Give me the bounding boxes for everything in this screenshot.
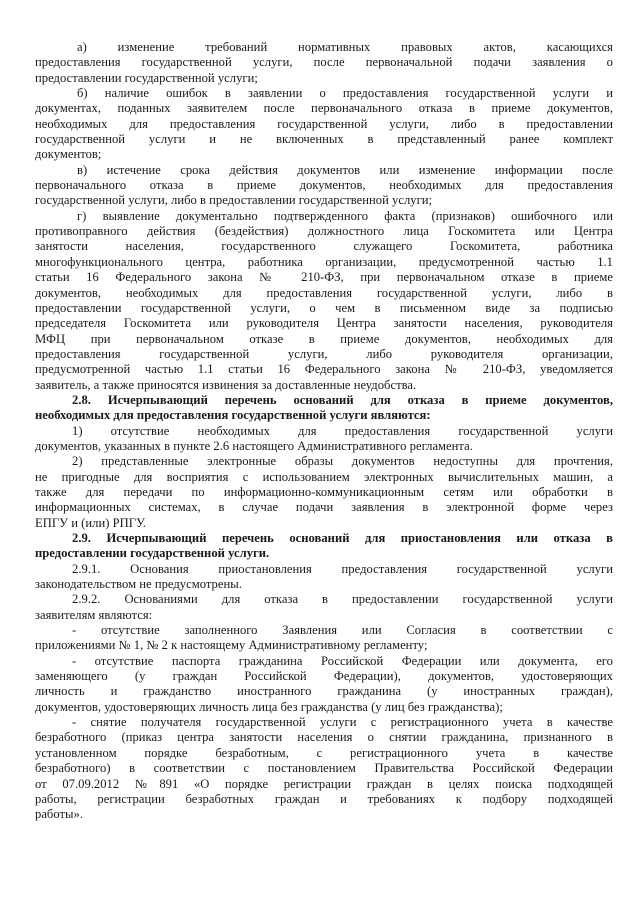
text-line: государственной услуги и не включенных в представленный ранее комплект: [35, 132, 613, 147]
text-line: первоначального отказа в приеме документов, необходимых для предоставления: [35, 178, 613, 193]
text-line: информационных системах, в случае подачи заявления в электронной форме через: [35, 500, 613, 515]
text-line: безработного) в соответствии с постановлением Правительства Российской Федерации: [35, 761, 613, 776]
text-line: а) изменение требований нормативных правовых актов, касающихся: [77, 40, 613, 54]
text-line: 2.9.2. Основаниями для отказа в предоставлении государственной услуги: [72, 592, 613, 607]
text-line: предоставлении государственной услуги;: [35, 70, 258, 85]
text-line: документах, поданных заявителем после первоначального отказа в приеме документов,: [35, 101, 613, 116]
text-line: многофункционального центра, работника организации, предусмотренной частью 1.1: [35, 254, 613, 269]
text-line: работы, регистрации безработных граждан и требованиях к подбору подходящей: [35, 791, 613, 806]
text-line: также для передачи по информационно-коммуникационным сетям или обработки в: [35, 484, 613, 499]
text-line: предоставления государственной услуги, после первоначальной подачи заявления о: [35, 55, 613, 70]
text-line: 2.9.1. Основания приостановления предоставления государственной услуги: [72, 561, 613, 576]
text-line: 2.9. Исчерпывающий перечень оснований для приостановления или отказа в: [72, 531, 613, 545]
text-line: установленном порядке безработным, с регистрационного учета в качестве: [35, 745, 613, 760]
text-line: статьи 16 Федерального закона № 210-ФЗ, при первоначальном отказе в приеме: [35, 270, 613, 285]
text-line: от 07.09.2012 №891 «О порядке регистрации граждан в целях поиска подходящей: [35, 776, 613, 791]
text-line: безработного (приказ центра занятости населения о снятии гражданина, признанного в: [35, 730, 613, 745]
text-line: МФЦ при первоначальном отказе в приеме документов, необходимых для: [35, 331, 613, 346]
text-line: документов, необходимых для предоставления государственной услуги, либо в: [35, 285, 613, 300]
text-line: необходимых для предоставления государственной услуги, либо в предоставлении: [35, 116, 613, 131]
text-line: государственной услуги, либо в предоставлении государственной услуги;: [35, 193, 433, 208]
text-line: документов;: [35, 147, 102, 162]
text-line: работы».: [35, 807, 83, 822]
text-line: не пригодные для восприятия с использованием электронных вычислительных машин, а: [35, 469, 613, 484]
text-line: б) наличие ошибок в заявлении о предоставления государственной услуги и: [77, 86, 613, 101]
text-line: 1) отсутствие необходимых для предоставления государственной услуги: [72, 423, 613, 438]
text-line: в) истечение срока действия документов или изменение информации после: [77, 162, 613, 177]
text-line: необходимых для предоставления государственной услуги являются:: [35, 408, 431, 423]
text-line: ЕПГУ и (или) РПГУ.: [35, 515, 147, 530]
text-line: - снятие получателя государственной услуги с регистрационного учета в качестве: [72, 715, 613, 730]
text-line: - отсутствие паспорта гражданина Российской Федерации или документа, его: [72, 653, 613, 668]
text-line: приложениями № 1, № 2 к настоящему Административному регламенту;: [35, 638, 428, 653]
text-line: предоставлении государственной услуги, о чем в письменном виде за подписью: [35, 300, 613, 315]
text-line: личность и гражданство иностранного гражданина (у иностранных граждан),: [35, 684, 613, 699]
text-line: заявитель, а также приносятся извинения за доставленные неудобства.: [35, 377, 417, 392]
text-line: 2.8. Исчерпывающий перечень оснований для отказа в приеме документов,: [72, 392, 613, 407]
text-line: 2) представленные электронные образы документов недоступны для прочтения,: [72, 454, 613, 469]
text-line: предоставления государственной услуги, либо руководителя организации,: [35, 346, 613, 361]
text-line: заменяющего (у граждан Российской Федерации), документов, удостоверяющих: [35, 669, 613, 684]
text-line: документов, указанных в пункте 2.6 настоящего Административного регламента.: [35, 438, 473, 453]
text-line: противоправного действия (бездействия) должностного лица Госкомитета или Центра: [35, 224, 613, 239]
text-line: г) выявление документально подтвержденного факта (признаков) ошибочного или: [77, 208, 613, 223]
text-line: предусмотренной частью 1.1 статьи 16 Федерального закона № 210-ФЗ, уведомляется: [35, 362, 613, 377]
text-line: документов, удостоверяющих личность лица без гражданства (у лиц без гражданства);: [35, 699, 503, 714]
text-line: предоставлении государственной услуги.: [35, 546, 270, 561]
text-line: - отсутствие заполненного Заявления или Согласия в соответствии с: [72, 623, 613, 638]
text-line: председателя Госкомитета или руководителя Центра занятости населения, руководителя: [35, 316, 613, 331]
text-line: законодательством не предусмотрены.: [35, 577, 242, 592]
text-line: занятости населения, государственного служащего Госкомитета, работника: [35, 239, 613, 254]
text-line: заявителям являются:: [35, 607, 153, 622]
